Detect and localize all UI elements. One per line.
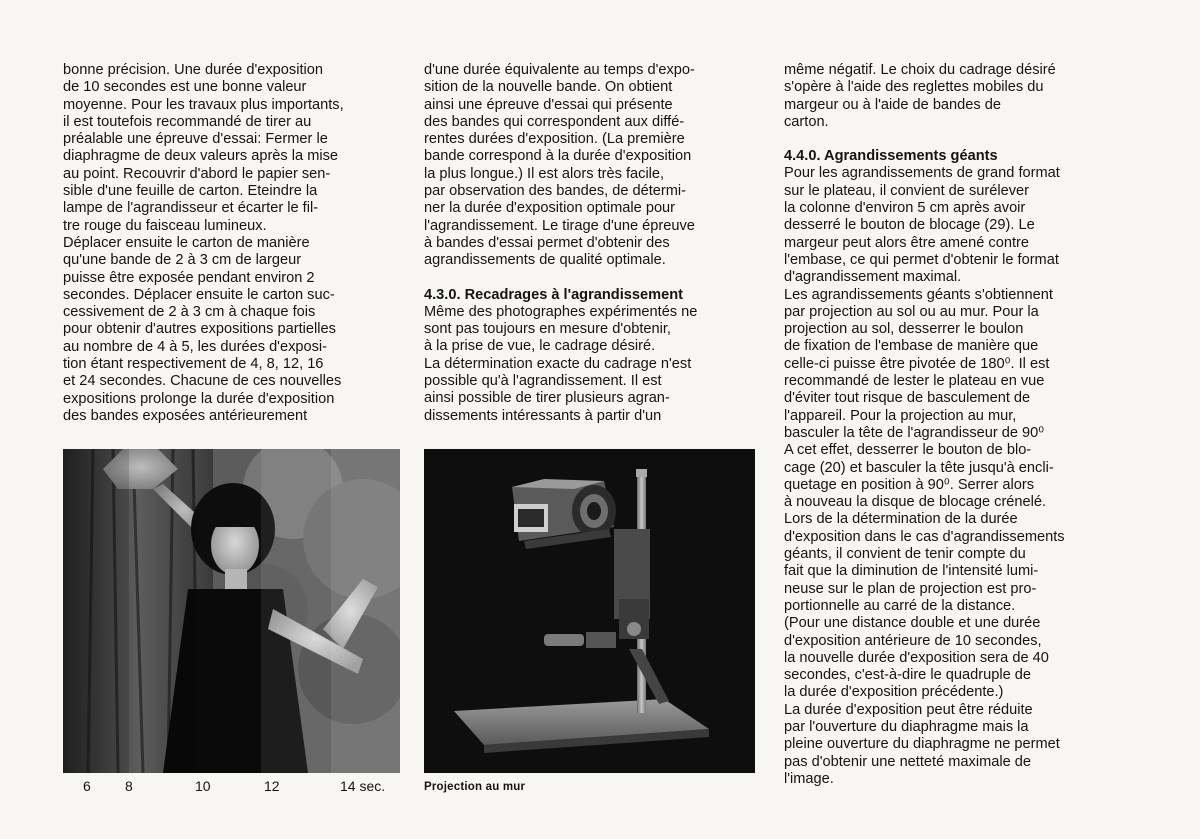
paragraph: Les agrandissements géants s'obtiennent par projection au sol ou au mur. Pour la projection au sol, desserrer le boulon de fixation de l'embase de manière que celle-ci puisse être pivotée de 180⁰. Il est recommandé de lester le plateau en vue d'éviter tout risque de basculement de l'appareil. Pour la projection au mur, basculer la tête de l'agrandisseur de 90⁰ A cet effet, desserrer le bouton de blo- cage (20) et basculer la tête jusqu'à encli- quetage en position à 90⁰. Serrer alors à nouveau la disque de blocage crénelé. (784, 286, 1054, 511)
strip-label: 14 sec. (340, 778, 386, 794)
test-strip-photo (63, 449, 400, 773)
enlarger-photo (424, 449, 755, 773)
paragraph: Déplacer ensuite le carton de manière qu'une bande de 2 à 3 cm de largeur puisse être exposée pendant environ 2 secondes. Déplacer ensuite le carton suc- cessivement de 2 à 3 cm à chaque fois pour obtenir d'autres expositions partielles au nombre de 4 à 5, les durées d'exposi- tion étant respectivement de 4, 8, 12, 16 et 24 secondes. Chacune de ces nouvelles expositions prolonge la durée d'exposition des bandes exposées antérieurement (63, 234, 342, 424)
text-column-2 (424, 62, 769, 425)
strip-label: 10 (195, 778, 211, 794)
paragraph: d'une durée équivalente au temps d'expo- sition de la nouvelle bande. On obtient ainsi une épreuve d'essai qui présente des bandes qui correspondent aux diffé- rentes durées d'exposition. (La première bande correspond à la durée d'exposition la plus longue.) Il est alors très facile, par observation des bandes, de détermi- ner la durée d'exposition optimale pour l'agrandissement. Le tirage d'une épreuve à bandes d'essai permet d'obtenir des agrandissements de qualité optimale. (424, 62, 695, 269)
strip-label: 12 (264, 778, 280, 794)
paragraph: Pour les agrandissements de grand format sur le plateau, il convient de surélever la colonne d'environ 5 cm après avoir desserré le bouton de blocage (29). Le margeur peut alors être amené contre l'embase, ce qui permet d'obtenir le format d'agrandissement maximal. (784, 165, 1060, 286)
paragraph: La détermination exacte du cadrage n'est possible qu'à l'agrandissement. Il est ainsi possible de tirer plusieurs agran- dissements intéressants à partir d'un (424, 355, 692, 424)
strip-label: 6 (83, 778, 91, 794)
text-column-3 (784, 62, 1134, 788)
figure-caption: Projection au mur (424, 781, 526, 793)
test-strip-photo-illustration (63, 449, 400, 773)
strip-label: 8 (125, 778, 133, 794)
paragraph: bonne précision. Une durée d'exposition de 10 secondes est une bonne valeur moyenne. Pour les travaux plus importants, il est toutefois recommandé de tirer au préalable une épreuve d'essai: Fermer le diaphragme de deux valeurs après la mise au point. Recouvrir d'abord le papier sen- sible d'une feuille de carton. Eteindre la lampe de l'agrandisseur et écarter le fil- tre rouge du faisceau lumineux. (63, 62, 344, 234)
paragraph: La durée d'exposition peut être réduite par l'ouverture du diaphragme mais la pleine ouverture du diaphragme ne permet pas d'obtenir une netteté maximale de l'image. (784, 701, 1060, 787)
exposure-strip-labels (63, 778, 403, 798)
paragraph: Même des photographes expérimentés ne sont pas toujours en mesure d'obtenir, à la prise de vue, le cadrage désiré. (424, 303, 698, 355)
paragraph: même négatif. Le choix du cadrage désiré s'opère à l'aide des reglettes mobiles du margeur ou à l'aide de bandes de carton. (784, 62, 1056, 130)
section-heading-4-4-0: 4.4.0. Agrandissements géants (784, 148, 998, 165)
enlarger-illustration (424, 449, 755, 773)
paragraph: Lors de la détermination de la durée d'exposition dans le cas d'agrandissements géants, il convient de tenir compte du fait que la diminution de l'intensité lumi- neuse sur le plan de projection est pro- portionnelle au carré de la distance. (Pour une distance double et une durée d'exposition antérieure de 10 secondes, la nouvelle durée d'exposition sera de 40 secondes, c'est-à-dire le quadruple de la durée d'exposition précédente.) (784, 511, 1065, 701)
section-heading-4-3-0: 4.3.0. Recadrages à l'agrandissement (424, 286, 683, 303)
text-column-1 (63, 62, 408, 425)
